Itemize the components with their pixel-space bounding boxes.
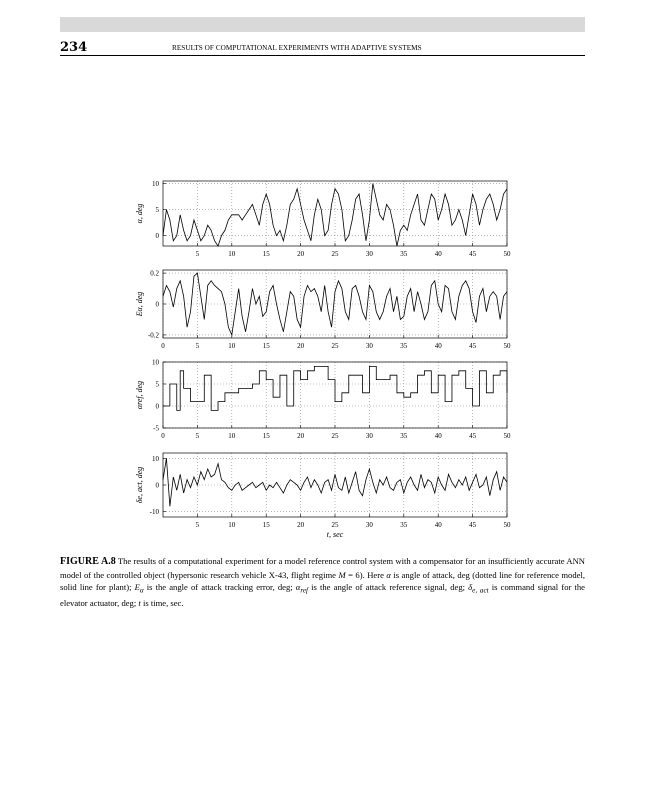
- figure-caption: [60, 555, 585, 610]
- x-tick-label: 25: [331, 250, 339, 258]
- x-tick-label: 40: [434, 342, 442, 350]
- caption-text-4: is the angle of attack tracking error, deg;: [143, 582, 296, 592]
- x-tick-label: 50: [503, 432, 511, 440]
- y-tick-label: 0: [155, 402, 159, 411]
- x-tick-label: 45: [469, 250, 477, 258]
- caption-symbol-delta-sub: e, act: [472, 586, 489, 595]
- x-tick-label: 30: [365, 342, 373, 350]
- x-tick-label: 35: [400, 342, 408, 350]
- y-tick-label: -5: [153, 424, 159, 433]
- figure-label: FIGURE A.8: [60, 556, 116, 567]
- caption-text-3: is angle of attack, deg (dotted line for reference model, solid line for plant);: [60, 569, 585, 592]
- series-line: [163, 366, 507, 410]
- caption-text-5: is the angle of attack reference signal, deg;: [308, 582, 469, 592]
- caption-symbol-mach: M: [338, 569, 346, 580]
- x-tick-label: 15: [262, 432, 270, 440]
- y-tick-label: 10: [152, 358, 159, 367]
- caption-symbol-alpha: α: [386, 569, 391, 580]
- x-tick-label: 15: [262, 521, 270, 529]
- x-tick-label: 50: [503, 342, 511, 350]
- caption-symbol-t: t: [138, 598, 141, 609]
- running-head: RESULTS OF COMPUTATIONAL EXPERIMENTS WITH ADAPTIVE SYSTEMS: [172, 44, 422, 52]
- y-axis-label: α, deg: [135, 203, 144, 224]
- y-tick-label: 10: [152, 180, 159, 189]
- x-tick-label: 0: [161, 342, 165, 350]
- y-tick-label: -0.2: [147, 331, 159, 340]
- caption-symbol-alpha-ref: α: [295, 582, 301, 592]
- x-tick-label: 30: [365, 432, 373, 440]
- x-tick-label: 35: [400, 250, 408, 258]
- x-tick-label: 10: [228, 521, 236, 529]
- caption-symbol-delta: δ: [468, 582, 473, 592]
- caption-text-2: = 6). Here: [345, 569, 387, 580]
- x-tick-label: 40: [434, 250, 442, 258]
- x-tick-label: 0: [161, 432, 165, 440]
- y-tick-label: 0.2: [150, 269, 159, 278]
- x-tick-label: 25: [331, 521, 339, 529]
- x-tick-label: 30: [365, 521, 373, 529]
- x-tick-label: 25: [331, 342, 339, 350]
- x-tick-label: 35: [400, 521, 408, 529]
- x-tick-label: 20: [297, 432, 305, 440]
- y-tick-label: 0: [155, 481, 159, 490]
- x-tick-label: 10: [228, 432, 236, 440]
- caption-symbol-e: E: [134, 582, 140, 592]
- x-tick-label: 10: [228, 342, 236, 350]
- x-tick-label: 5: [195, 432, 200, 440]
- x-tick-label: 15: [262, 250, 270, 258]
- x-tick-label: 50: [503, 521, 511, 529]
- x-tick-label: 20: [297, 521, 305, 529]
- x-tick-label: 20: [297, 250, 305, 258]
- y-tick-label: 5: [155, 380, 159, 389]
- y-tick-label: 0: [155, 300, 159, 309]
- x-tick-label: 45: [469, 432, 477, 440]
- x-tick-label: 20: [297, 342, 305, 350]
- y-tick-label: 10: [152, 454, 159, 463]
- x-tick-label: 50: [503, 250, 511, 258]
- page-number: 234: [60, 40, 88, 55]
- x-tick-label: 25: [331, 432, 339, 440]
- x-tick-label: 40: [434, 521, 442, 529]
- x-tick-label: 45: [469, 342, 477, 350]
- caption-symbol-e-sub: α: [139, 586, 144, 595]
- x-tick-label: 35: [400, 432, 408, 440]
- y-tick-label: -10: [149, 508, 159, 517]
- y-tick-label: 0: [155, 232, 159, 241]
- x-tick-label: 10: [228, 250, 236, 258]
- x-tick-label: 40: [434, 432, 442, 440]
- caption-text-1: The results of a computational experiment for a model reference control system with a compensator for an insufficiently accurate ANN model of the controlled object (hypersonic research vehicle X-43, flight regime: [60, 556, 586, 580]
- x-tick-label: 5: [195, 250, 200, 258]
- x-tick-label: 30: [365, 250, 373, 258]
- y-axis-label: Eα, deg: [135, 291, 144, 317]
- caption-text-7: is time, sec.: [140, 598, 184, 609]
- caption-symbol-ref-sub: ref: [300, 586, 308, 595]
- y-axis-label: αref, deg: [135, 380, 144, 410]
- caption-text-6: is command signal for the elevator actuator, deg;: [60, 582, 585, 609]
- y-axis-label: δe, act, deg: [135, 466, 144, 504]
- x-tick-label: 45: [469, 521, 477, 529]
- x-axis-label: t, sec: [326, 530, 344, 539]
- x-tick-label: 15: [262, 342, 270, 350]
- x-tick-label: 5: [195, 342, 200, 350]
- x-tick-label: 5: [195, 521, 200, 529]
- y-tick-label: 5: [155, 206, 159, 215]
